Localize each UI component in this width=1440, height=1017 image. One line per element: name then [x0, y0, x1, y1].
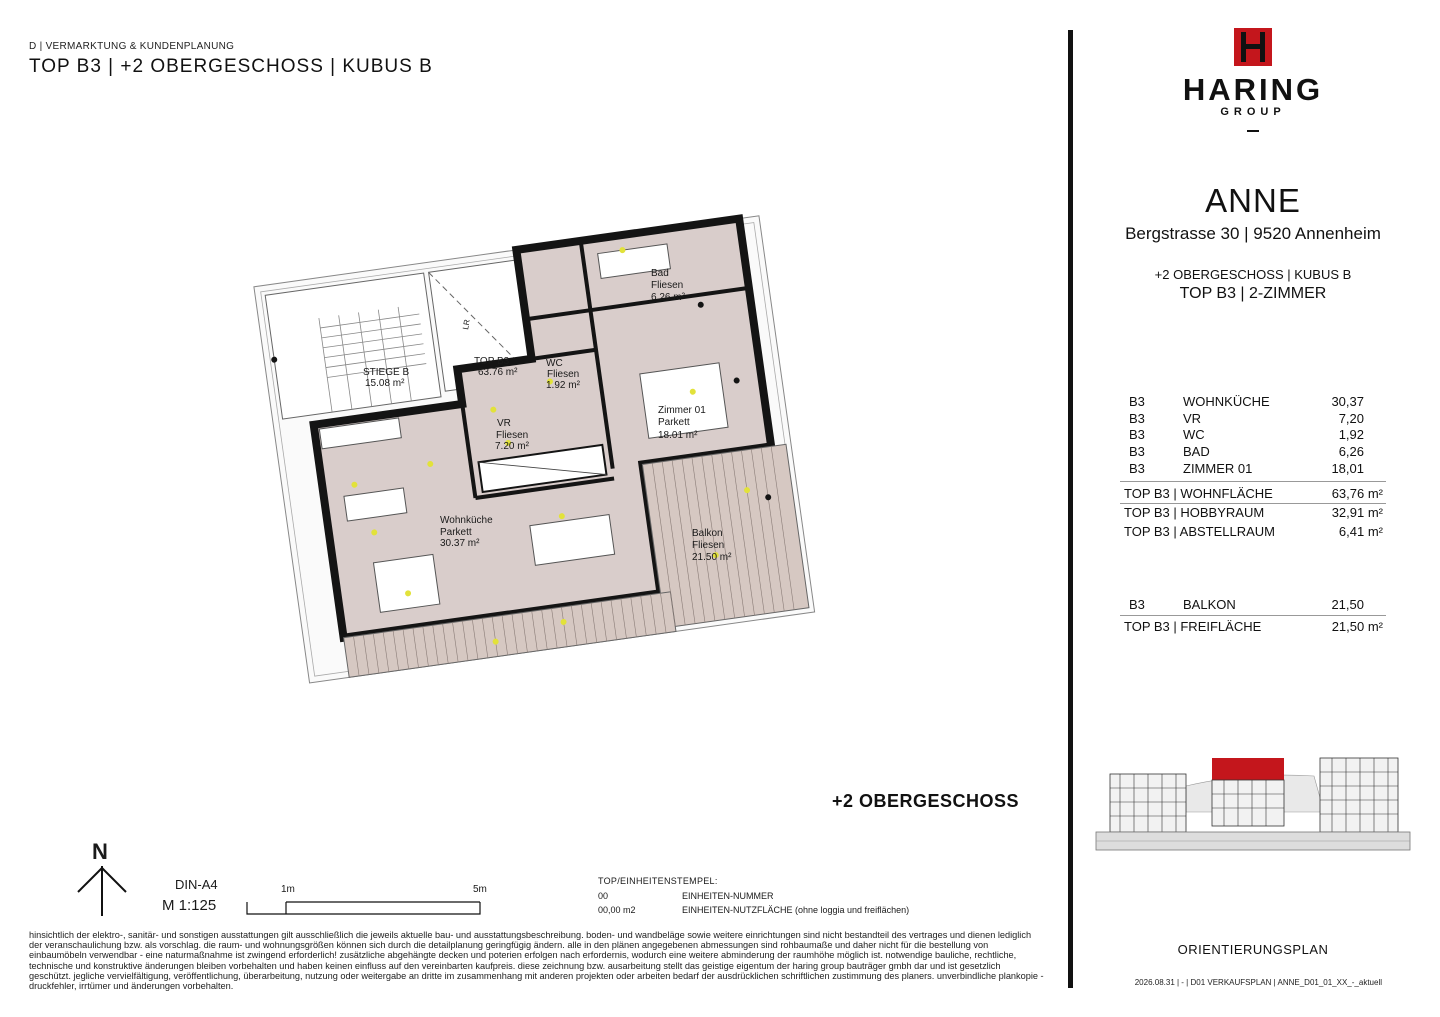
svg-text:18.01 m²: 18.01 m²: [658, 430, 698, 441]
room-row: B3 BAD 6,26: [1129, 444, 1364, 459]
stair-area: [265, 273, 441, 419]
north-arrow-icon: [76, 864, 128, 918]
orientation-plan: [1094, 752, 1412, 856]
label-stiege: STIEGE B: [363, 367, 410, 378]
svg-text:15.08 m²: 15.08 m²: [365, 378, 405, 389]
svg-text:30.37 m²: 30.37 m²: [440, 538, 480, 549]
summary-divider: [1120, 615, 1386, 616]
stamp-row: 00,00 m2 EINHEITEN-NUTZFLÄCHE (ohne loggia und freiflächen): [598, 905, 910, 915]
room-row: B3 VR 7,20: [1129, 411, 1364, 426]
footer-code: 2026.08.31 | - | D01 VERKAUFSPLAN | ANNE_D01_01_XX_-_aktuell: [1134, 978, 1382, 987]
summary-row: TOP B3 | HOBBYRAUM 32,91 m²: [1124, 505, 1383, 520]
stamp-title: TOP/EINHEITENSTEMPEL:: [598, 876, 718, 886]
room-row: B3 WC 1,92: [1129, 427, 1364, 442]
svg-text:Fliesen: Fliesen: [547, 369, 580, 380]
svg-text:Parkett: Parkett: [440, 527, 472, 538]
logo-wordmark: HARING: [1182, 72, 1324, 107]
label-top: TOP B3: [474, 356, 510, 367]
label-wohn: Wohnküche: [440, 515, 493, 526]
stamp-row: 00 EINHEITEN-NUMMER: [598, 891, 774, 901]
panel-divider: [1068, 30, 1073, 988]
svg-text:Fliesen: Fliesen: [692, 540, 725, 551]
svg-text:1.92 m²: 1.92 m²: [546, 380, 580, 391]
haring-logo-icon: [1234, 28, 1272, 66]
room-row: B3 WOHNKÜCHE 30,37: [1129, 394, 1364, 409]
summary-row: TOP B3 | WOHNFLÄCHE 63,76 m²: [1124, 486, 1383, 501]
project-name: ANNE: [1205, 182, 1301, 219]
floor-plan: [240, 195, 830, 715]
label-vr: VR: [497, 418, 511, 429]
label-lr: LR: [461, 318, 472, 331]
svg-text:Parkett: Parkett: [658, 417, 690, 428]
summary-divider: [1120, 481, 1386, 482]
svg-text:63.76 m²: 63.76 m²: [478, 367, 518, 378]
north-label: N: [92, 839, 108, 864]
scalebar-left-label: 1m: [281, 884, 295, 895]
summary-row: TOP B3 | ABSTELLRAUM 6,41 m²: [1124, 524, 1383, 539]
orientation-label: ORIENTIERUNGSPLAN: [1177, 942, 1329, 957]
room-row: B3 ZIMMER 01 18,01: [1129, 461, 1364, 476]
logo-dash: [1247, 130, 1259, 132]
label-bad: Bad: [651, 268, 669, 279]
paper-size: DIN-A4: [175, 877, 218, 892]
svg-text:7.20 m²: 7.20 m²: [495, 441, 529, 452]
project-floor: +2 OBERGESCHOSS | KUBUS B: [1154, 267, 1352, 282]
logo-subtitle: GROUP: [1220, 106, 1286, 118]
label-wc: WC: [546, 358, 563, 369]
label-zimmer: Zimmer 01: [658, 405, 706, 416]
department-label: D | VERMARKTUNG & KUNDENPLANUNG: [29, 41, 235, 52]
svg-text:6.26 m²: 6.26 m²: [651, 292, 685, 303]
scalebar-right-label: 5m: [473, 884, 487, 895]
scale-label: M 1:125: [162, 897, 217, 914]
dining-table: [373, 554, 439, 612]
page-title: TOP B3 | +2 OBERGESCHOSS | KUBUS B: [29, 56, 433, 77]
project-unit: TOP B3 | 2-ZIMMER: [1179, 285, 1327, 302]
svg-text:Fliesen: Fliesen: [496, 430, 529, 441]
outdoor-total-row: TOP B3 | FREIFLÄCHE 21,50 m²: [1124, 619, 1383, 634]
outdoor-row: B3 BALKON 21,50: [1129, 597, 1364, 612]
svg-text:21.50 m²: 21.50 m²: [692, 552, 732, 563]
project-address: Bergstrasse 30 | 9520 Annenheim: [1125, 224, 1381, 243]
floor-label: +2 OBERGESCHOSS: [832, 791, 1020, 811]
svg-text:Fliesen: Fliesen: [651, 280, 684, 291]
scale-bar: [246, 898, 482, 916]
label-balkon: Balkon: [692, 528, 723, 539]
disclaimer-text: hinsichtlich der elektro-, sanitär- und sonstigen ausstattungen gilt ausschließlich die jeweils aktuelle bau- und ausstattungsbeschreibung. boden- und wandbeläge sowie weitere einrichtungen sind nicht bestandteil des vertrages und dienen lediglich der veranschaulichung bzw. als vorschlag. die raum- und wohnungsgrößen können sich durch die detailplanung geringfügig ändern. alle in den plänen angegebenen abmessungen sind rohbaumaße und daher nicht für die bestellung von einbaumöbeln verwendbar - eine naturmaßnahme ist zwingend erforderlich! zusätzliche abgehängte decken und poterien erfolgen nach erfordernis, wodurch eine weitere abminderung der raumhöhe möglich ist. notwendige bauliche, rechtliche, technische und konstruktive änderungen bleiben vorbehalten und haben keinen einfluss auf den vereinbarten kaufpreis. diese zeichnung bzw. ausarbeitung stellt das geistige eigentum der haring group bauträger gmbh dar und ist gesetzlich geschützt. jegliche vervielfältigung, veröffentlichung, überarbeitung, nutzung oder weitergabe an dritte im zusammenhang mit anderen projekten oder arbeiten bedarf der ausdrücklichen schriftlichen zustimmung des planers. unverbindliche plankopie - druckfehler, irrtümer und änderungen vorbehalten.: [29, 930, 1044, 992]
summary-divider: [1120, 503, 1386, 504]
